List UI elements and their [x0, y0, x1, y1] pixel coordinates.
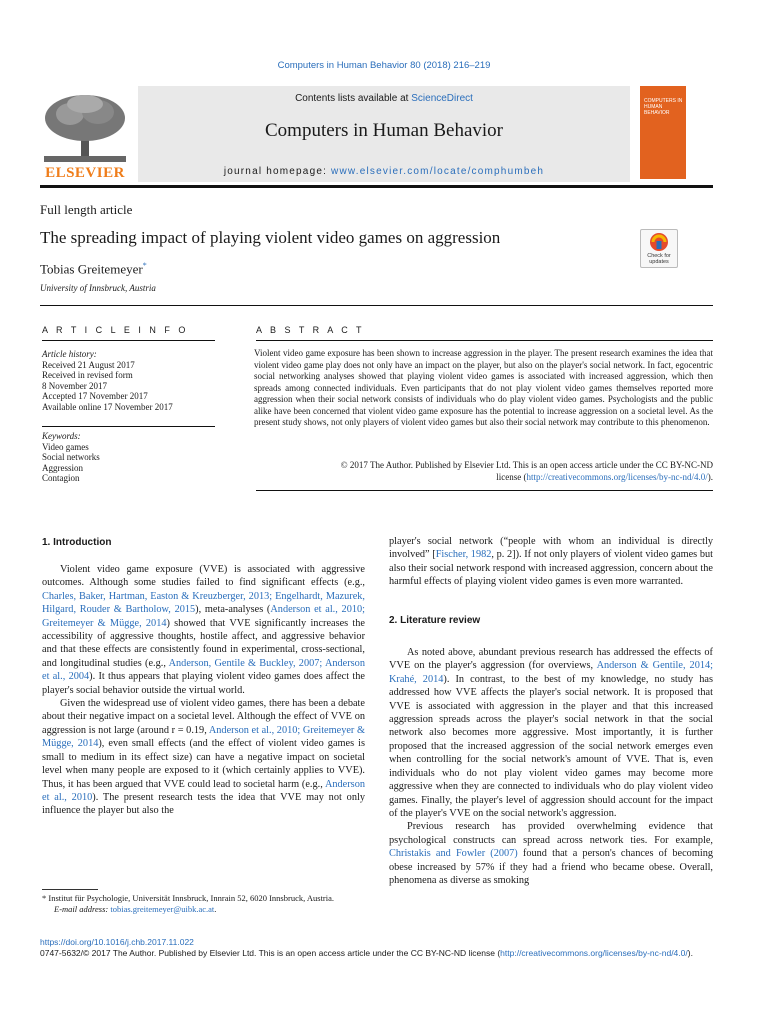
- citation-link[interactable]: Anderson et al., 2010; Greitemeyer & Mügge, 2014: [42, 604, 365, 629]
- history-item: Received in revised form: [42, 370, 133, 381]
- paragraph: [42, 563, 365, 697]
- citation-link[interactable]: Charles, Baker, Hartman, Easton & Kreuzberger, 2013; Engelhardt, Mazurek, Hilgard, Rouder & Bartholow, 2015: [42, 590, 365, 616]
- author-footnote-mark[interactable]: *: [142, 261, 147, 270]
- issn-text: 0747-5632/© 2017 The Author. Published by Elsevier Ltd. This is an open access article under the CC BY-NC-ND license (: [40, 948, 501, 958]
- footnote-mark: *: [42, 893, 47, 903]
- text: found that a person's chances of becoming obese increased by 57% if they had a friend who became obese. Overall, phenomena as diverse as smoking: [389, 848, 713, 886]
- paragraph: [42, 697, 365, 818]
- contents-line: [138, 93, 630, 104]
- journal-citation-link[interactable]: Computers in Human Behavior 80 (2018) 216–219: [277, 60, 491, 71]
- issn-license-line: [40, 948, 730, 958]
- citation-link[interactable]: Anderson et al., 2010: [42, 778, 365, 803]
- text: Given the widespread use of violent video games, there has been a debate about their negative impact on a societal level. Although the effect of VVE on aggression is not large (around r = 0.19,: [42, 698, 365, 736]
- email-label: E-mail address:: [54, 903, 111, 914]
- history-item: Accepted 17 November 2017: [42, 391, 148, 402]
- footnote-text: Institut für Psychologie, Universität Innsbruck, Innrain 52, 6020 Innsbruck, Austria.: [46, 893, 335, 903]
- text: As noted above, abundant previous research has addressed the effects of VVE on the player's aggression (for overviews,: [389, 647, 713, 672]
- section-heading-introduction: 1. Introduction: [42, 537, 112, 548]
- text: player's social network (“people with whom an individual is directly involved” [: [389, 536, 713, 561]
- homepage-prefix: journal homepage:: [223, 166, 332, 177]
- keywords: [42, 431, 100, 484]
- abstract-bottom-rule: [256, 490, 713, 491]
- author-footnote: [42, 893, 365, 914]
- title-rule: [40, 305, 713, 306]
- abstract-rule: [256, 340, 713, 341]
- keyword: Contagion: [42, 473, 80, 484]
- text: Previous research has provided overwhelming evidence that psychological constructs can spread across network ties. For example,: [389, 821, 713, 846]
- history-item: Received 21 August 2017: [42, 359, 135, 370]
- history-item: 8 November 2017: [42, 380, 107, 391]
- info-rule: [42, 340, 215, 341]
- doi-link[interactable]: https://doi.org/10.1016/j.chb.2017.11.022: [40, 937, 194, 947]
- affiliation: University of Innsbruck, Austria: [40, 283, 156, 293]
- citation-link[interactable]: Fischer, 1982: [435, 549, 492, 561]
- article-title: The spreading impact of playing violent video games on aggression: [40, 228, 501, 247]
- author-name[interactable]: Tobias Greitemeyer: [40, 261, 143, 277]
- text: Violent video game exposure (VVE) is associated with aggressive outcomes. Although some studies failed to find significant effects (e.g.,: [42, 564, 365, 589]
- section-heading-literature-review: 2. Literature review: [389, 614, 481, 626]
- citation-link[interactable]: Anderson et al., 2010; Greitemeyer & Mügge, 2014: [42, 724, 365, 750]
- homepage-link[interactable]: www.elsevier.com/locate/comphumbeh: [331, 166, 545, 177]
- article-history: [42, 349, 173, 413]
- abstract-text: Violent video game exposure has been shown to increase aggression in the player. The present research examines the idea that violent video game play does not only have an impact on the player, but also on the player's social network. In fact, egocentric social networking analyses showed that playing violent video games is associated with increased aggression, which then spreads among connected individuals. Even participants that do not play violent video games themselves reported more aggression when their social network consists of individuals who do play violent video games. Psychologists and the public alike have been concerned that violent video game exposure has the potential to increase aggression on a societal level. As the present study shows, not only players of violent video games but also their social network may contribute to this phenomenon.: [254, 348, 713, 427]
- issn-suffix: ).: [687, 948, 693, 958]
- sciencedirect-link[interactable]: ScienceDirect: [411, 93, 473, 104]
- article-info-heading: A R T I C L E I N F O: [42, 325, 189, 335]
- citation-link[interactable]: Anderson & Gentile, 2014; Krahé, 2014: [389, 660, 713, 685]
- text: ), even small effects (and the effect of violent video games is small to medium in its effect size) can have a negative impact on societal level when many people are exposed to it (which certainly applies to VVE). Thus, it has been argued that VVE could lead to societal harm (e.g.,: [42, 738, 365, 790]
- text: ). It thus appears that playing violent video games does affect the player's social behavior outside the virtual world.: [42, 671, 365, 696]
- abstract-copyright: [254, 460, 713, 483]
- keywords-rule: [42, 426, 215, 427]
- paragraph: [389, 820, 713, 887]
- check-updates-icon: [641, 230, 677, 254]
- license-prefix: license (: [496, 471, 527, 482]
- text: ). In contrast, to the best of my knowledge, no study has addressed how VVE affects the player's social network. It is proposed that VVE is associated with aggression in the player and that this increased aggression spreads across the player's social network in that the social network also becomes more aggressive. Most importantly, it is further proposed that the increased aggression of the social network emerges even when controlling for the social network's amount of VVE. That is, even individuals who do not play violent video games may become more aggressive when they are connected to individuals who do play violent video games. Finally, the player's level of aggression should account for the impact of the player's VVE on the social network's aggression.: [389, 673, 713, 819]
- paragraph: [389, 646, 713, 820]
- text: ), meta-analyses (: [195, 604, 271, 616]
- history-label: Article history:: [42, 349, 97, 359]
- footnote-rule: [42, 889, 98, 890]
- author-email-link[interactable]: tobias.greitemeyer@uibk.ac.at: [110, 903, 215, 914]
- text: , p. 2]). If not only players of violent video games but also their social network respond with increased aggression, concern about the harmful effects of playing violent video games is even more warranted.: [389, 549, 713, 588]
- journal-homepage-line: [138, 166, 630, 177]
- body-right-column: [389, 535, 713, 887]
- header-rule: [40, 185, 713, 188]
- elsevier-wordmark: ELSEVIER: [45, 165, 125, 181]
- footer-license-link[interactable]: http://creativecommons.org/licenses/by-nc-nd/4.0/: [500, 948, 688, 958]
- author: [40, 261, 147, 277]
- email-suffix: .: [214, 903, 217, 914]
- body-left-column: [42, 563, 365, 818]
- citation-link[interactable]: Christakis and Fowler (2007): [389, 848, 518, 860]
- keyword: Video games: [42, 441, 89, 452]
- keyword: Aggression: [42, 462, 83, 473]
- license-suffix: ).: [707, 471, 713, 482]
- citation-link[interactable]: Anderson, Gentile & Buckley, 2007; Anderson et al., 2004: [42, 657, 365, 683]
- cover-title: COMPUTERS IN HUMAN BEHAVIOR: [644, 98, 683, 116]
- text: ) showed that VVE significantly increases the accessibility of aggressive thoughts, hostile affect, and aggressive behavior and that these effects are consistently found in experimental, cross-sectional, and longitudinal studies (e.g.,: [42, 617, 365, 669]
- check-for-updates-label: Check for updates: [647, 253, 671, 265]
- keywords-label: Keywords:: [42, 431, 81, 441]
- text: ). The present research tests the idea that VVE may not only influence the player but also the: [42, 791, 365, 817]
- article-type: Full length article: [40, 202, 133, 217]
- keyword: Social networks: [42, 452, 100, 463]
- copyright-text: © 2017 The Author. Published by Elsevier Ltd. This is an open access article under the CC BY-NC-ND: [340, 460, 713, 470]
- history-item: Available online 17 November 2017: [42, 401, 173, 412]
- contents-prefix: Contents lists available at: [295, 93, 412, 104]
- paragraph: [389, 535, 713, 589]
- license-link[interactable]: http://creativecommons.org/licenses/by-nc-nd/4.0/: [526, 471, 708, 482]
- abstract-heading: A B S T R A C T: [256, 325, 365, 335]
- journal-title: Computers in Human Behavior: [265, 120, 503, 141]
